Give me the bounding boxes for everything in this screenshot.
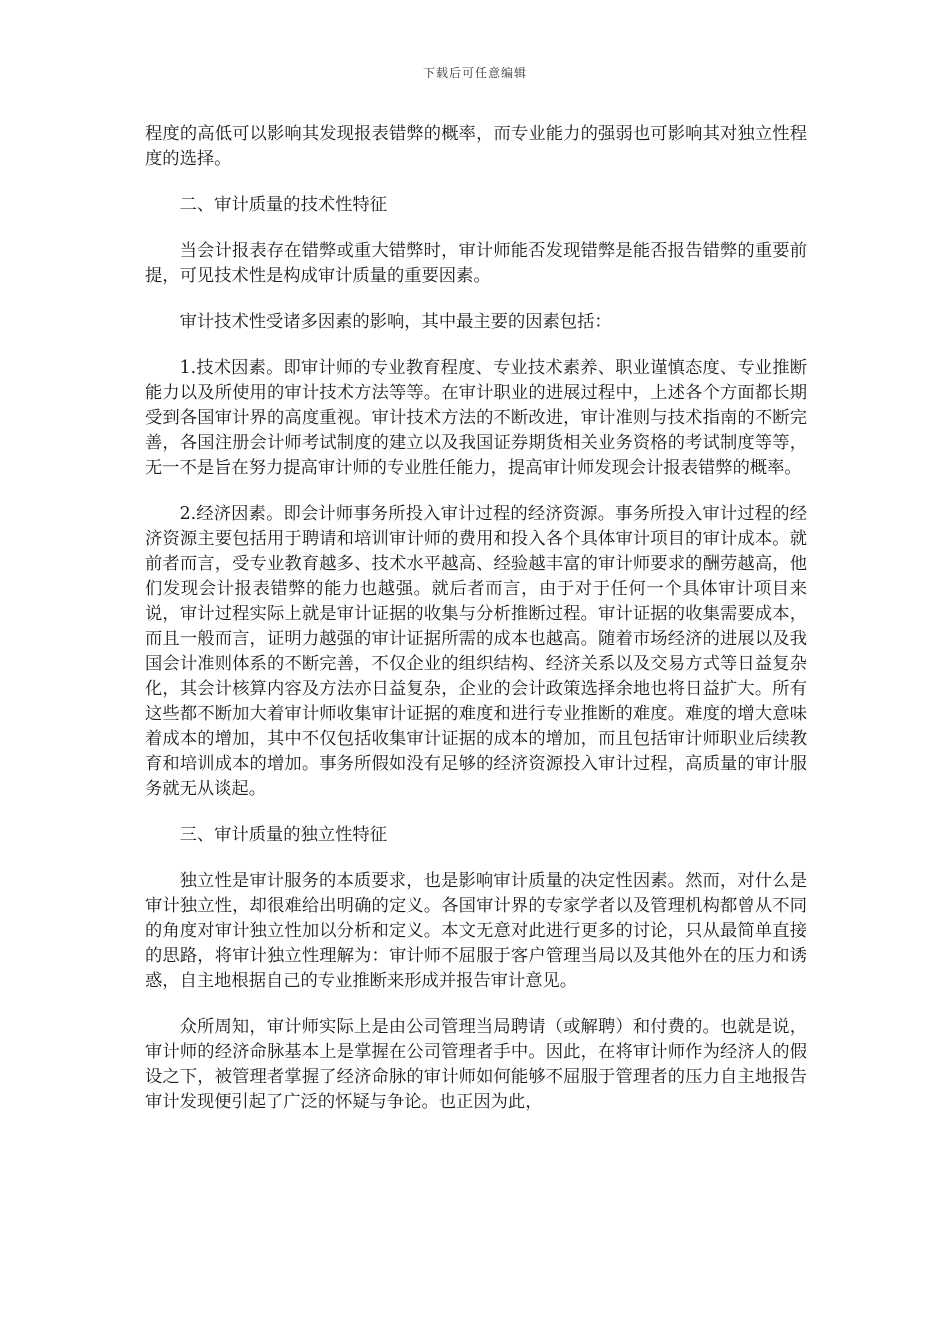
paragraph-economic-factor: 2.经济因素。即会计师事务所投入审计过程的经济资源。事务所投入审计过程的经济资源主要包括用于聘请和培训审计师的费用和投入各个具体审计项目的审计成本。就前者而言，受专业教育越多、技术水平越高、经验越丰富的审计师要求的酬劳越高，他们发现会计报表错弊的能力也越强。就后者而言，由于对于任何一个具体审计项目来说，审计过程实际上就是审计证据的收集与分析推断过程。审计证据的收集需要成本，而且一般而言，证明力越强的审计证据所需的成本也越高。随着市场经济的进展以及我国会计准则体系的不断完善，不仅企业的组织结构、经济关系以及交易方式等日益复杂化，其会计核算内容及方法亦日益复杂，企业的会计政策选择余地也将日益扩大。所有这些都不断加大着审计师收集审计证据的难度和进行专业推断的难度。难度的增大意味着成本的增加，其中不仅包括收集审计证据的成本的增加，而且包括审计师职业后续教育和培训成本的增加。事务所假如没有足够的经济资源投入审计过程，高质量的审计服务就无从谈起。 [145,504,807,799]
paragraph-independence-definition: 独立性是审计服务的本质要求，也是影响审计质量的决定性因素。然而，对什么是审计独立性，却很难给出明确的定义。各国审计界的专家学者以及管理机构都曾从不同的角度对审计独立性加以分析和定义。本文无意对此进行更多的讨论，只从最简单直接的思路，将审计独立性理解为：审计师不屈服于客户管理当局以及其他外在的压力和诱惑，自主地根据自己的专业推断来形成并报告审计意见。 [145,871,807,991]
paragraph-continuation: 程度的高低可以影响其发现报表错弊的概率，而专业能力的强弱也可影响其对独立性程度的选择。 [145,124,807,169]
page-header: 下载后可任意编辑 [422,66,527,80]
paragraph-technical-intro: 当会计报表存在错弊或重大错弊时，审计师能否发现错弊是能否报告错弊的重要前提，可见技术性是构成审计质量的重要因素。 [145,241,807,286]
paragraph-technical-factor: 1.技术因素。即审计师的专业教育程度、专业技术素养、职业谨慎态度、专业推断能力以及所使用的审计技术方法等等。在审计职业的进展过程中，上述各个方面都长期受到各国审计界的高度重视。审计技术方法的不断改进，审计准则与技术指南的不断完善，各国注册会计师考试制度的建立以及我国证券期货相关业务资格的考试制度等等，无一不是旨在努力提高审计师的专业胜任能力，提高审计师发现会计报表错弊的概率。 [145,358,807,478]
section-heading-technical: 二、审计质量的技术性特征 [179,195,387,215]
paragraph-technical-factors-lead: 审计技术性受诸多因素的影响，其中最主要的因素包括： [179,312,612,332]
document-body [145,122,807,1136]
section-heading-independence: 三、审计质量的独立性特征 [179,825,387,845]
paragraph-independence-discussion: 众所周知，审计师实际上是由公司管理当局聘请（或解聘）和付费的。也就是说，审计师的经济命脉基本上是掌握在公司管理者手中。因此，在将审计师作为经济人的假设之下，被管理者掌握了经济命脉的审计师如何能够不屈服于管理者的压力自主地报告审计发现便引起了广泛的怀疑与争论。也正因为此， [145,1017,807,1112]
